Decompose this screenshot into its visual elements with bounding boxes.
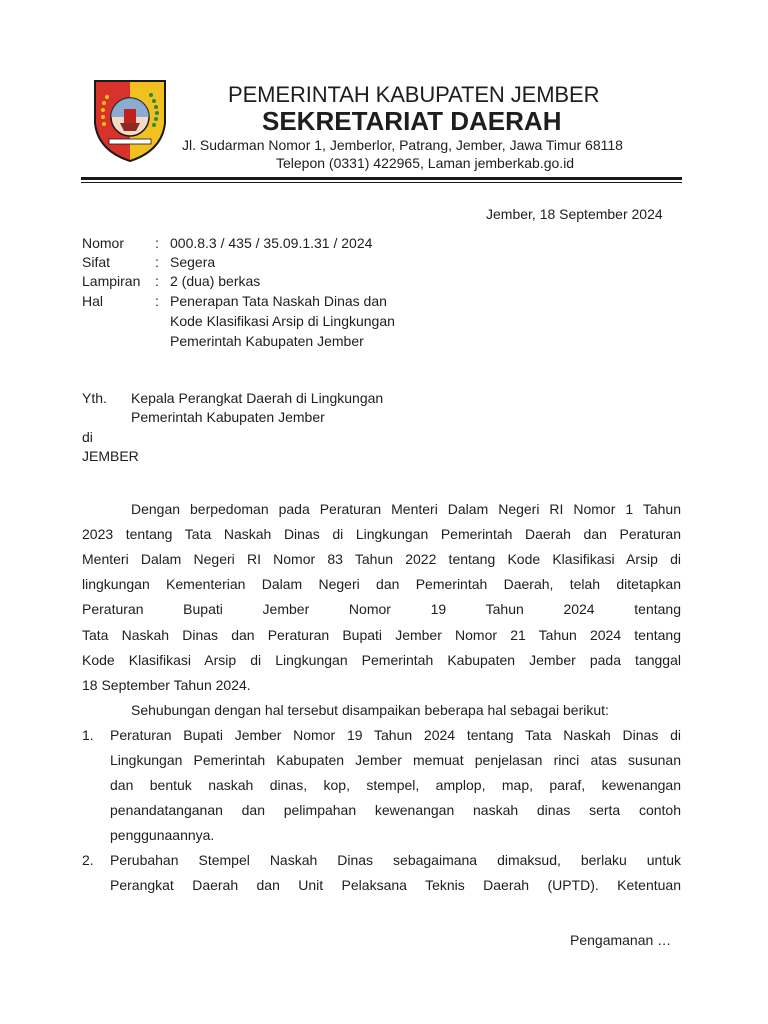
- hal-label: Hal: [82, 293, 104, 309]
- list-number: 2.: [82, 852, 94, 868]
- paragraph-line: Dengan berpedoman pada Peraturan Menteri Dalam Negeri RI Nomor 1 Tahun: [131, 501, 681, 517]
- paragraph-line: 18 September Tahun 2024.: [82, 677, 251, 693]
- hal-line: Kode Klasifikasi Arsip di Lingkungan: [170, 313, 395, 329]
- hal-line: Penerapan Tata Naskah Dinas dan: [170, 293, 387, 309]
- next-page-catchword: Pengamanan …: [570, 932, 672, 948]
- letterhead-divider-thin: [81, 182, 682, 183]
- paragraph-line: 2023 tentang Tata Naskah Dinas di Lingkungan Pemerintah Daerah dan Peraturan: [82, 526, 681, 542]
- nomor-value: 000.8.3 / 435 / 35.09.1.31 / 2024: [170, 235, 373, 251]
- paragraph-line: Tata Naskah Dinas dan Peraturan Bupati Jember Nomor 21 Tahun 2024 tentang: [82, 627, 681, 643]
- list-item-line: Perangkat Daerah dan Unit Pelaksana Teknis Daerah (UPTD). Ketentuan: [110, 877, 681, 893]
- hal-colon: :: [155, 293, 159, 309]
- letter-date: Jember, 18 September 2024: [486, 206, 663, 222]
- letterhead-government-name: PEMERINTAH KABUPATEN JEMBER: [228, 82, 600, 107]
- sifat-colon: :: [155, 254, 159, 270]
- letterhead-contact: Telepon (0331) 422965, Laman jemberkab.go.id: [276, 155, 575, 171]
- paragraph-line: Peraturan Bupati Jember Nomor 19 Tahun 2024 tentang: [82, 601, 681, 617]
- lampiran-colon: :: [155, 273, 159, 289]
- paragraph-line: Kode Klasifikasi Arsip di Lingkungan Pemerintah Kabupaten Jember pada tanggal: [82, 652, 681, 668]
- list-item-line: penandatanganan dan pelimpahan kewenangan naskah dinas serta contoh: [110, 802, 681, 818]
- jember-coat-of-arms-logo: [91, 77, 169, 165]
- sifat-value: Segera: [170, 254, 216, 270]
- letterhead-address: Jl. Sudarman Nomor 1, Jemberlor, Patrang, Jember, Jawa Timur 68118: [182, 137, 623, 153]
- recipient-line: Pemerintah Kabupaten Jember: [131, 409, 325, 425]
- hal-line: Pemerintah Kabupaten Jember: [170, 333, 364, 349]
- list-item-line: dan bentuk naskah dinas, kop, stempel, amplop, map, paraf, kewenangan: [110, 777, 681, 793]
- nomor-label: Nomor: [82, 235, 125, 251]
- list-item-line: Lingkungan Pemerintah Kabupaten Jember memuat penjelasan rinci atas susunan: [110, 752, 681, 768]
- paragraph-intro: Sehubungan dengan hal tersebut disampaikan beberapa hal sebagai berikut:: [131, 702, 609, 718]
- recipient-di: di: [82, 429, 93, 445]
- sifat-label: Sifat: [82, 254, 111, 270]
- nomor-colon: :: [155, 235, 159, 251]
- letterhead-divider-thick: [81, 177, 682, 180]
- recipient-line: Kepala Perangkat Daerah di Lingkungan: [131, 390, 384, 406]
- list-item-line: Perubahan Stempel Naskah Dinas sebagaimana dimaksud, berlaku untuk: [110, 852, 681, 868]
- list-item-line: Peraturan Bupati Jember Nomor 19 Tahun 2024 tentang Tata Naskah Dinas di: [110, 727, 681, 743]
- paragraph-line: lingkungan Kementerian Dalam Negeri dan Pemerintah Daerah, telah ditetapkan: [82, 576, 681, 592]
- list-number: 1.: [82, 727, 94, 743]
- paragraph-line: Menteri Dalam Negeri RI Nomor 83 Tahun 2022 tentang Kode Klasifikasi Arsip di: [82, 551, 681, 567]
- recipient-city: JEMBER: [82, 448, 139, 464]
- letterhead-office-name: SEKRETARIAT DAERAH: [262, 106, 562, 136]
- list-item-line: penggunaannya.: [110, 827, 215, 843]
- lampiran-label: Lampiran: [82, 273, 141, 289]
- yth-label: Yth.: [82, 390, 107, 406]
- lampiran-value: 2 (dua) berkas: [170, 273, 261, 289]
